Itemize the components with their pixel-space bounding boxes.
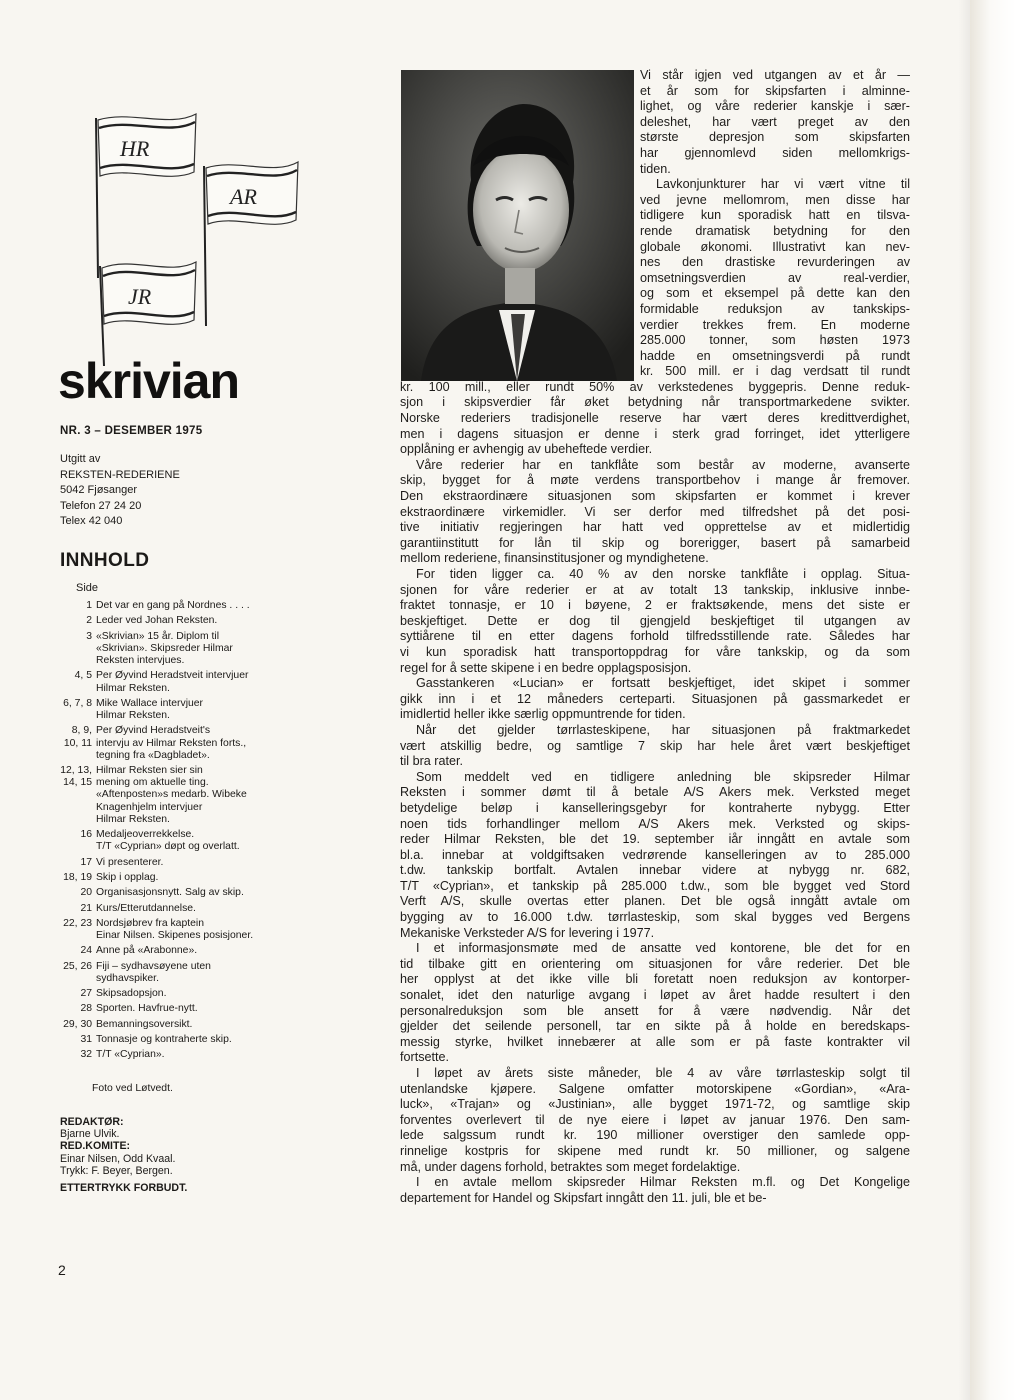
article-line: ved jevne mellomrom, men disse har [640,192,910,207]
contents-entry-line: intervju av Hilmar Reksten forts., [96,737,247,749]
committee-names: Einar Nilsen, Odd Kvaal. [60,1152,176,1165]
contents-entry-line: Kurs/Etterutdannelse. [96,902,196,914]
article-line: rinnelige kostpris for skipene med rundt kr. 50 millioner, og salgene [400,1143,910,1158]
article-line: Når det gjelder tørrlasteskipene, har situasjonen på fraktmarkedet [416,722,910,737]
article-line: Reksten i sommer dømt til å betale A/S Akers mek. Verksted meget [400,785,910,800]
contents-entry-text [96,988,310,1000]
contents-entry-line: Vi presenterer. [96,856,164,868]
article-line: nes den drastiske revurderingen av [640,255,910,270]
contents-entry [60,961,310,985]
contents-entry-pages: 2 [86,615,92,627]
article-line: sjonen for våre rederier er at av totalt 13 tankskip, inklusive innbe- [400,582,910,597]
contents-entry [60,1034,310,1046]
article-line: I et informasjonsmøte med de ansatte ved kontorene, ble det for en [416,941,910,956]
contents-entry-text [96,615,310,627]
contents-entry [60,857,310,869]
article-line: kr. 100 mill., eller rundt 50% av verkstedenes byggepris. Denne reduk- [400,379,910,394]
article-line: må, under dagens forhold, betraktes som meget fordelaktige. [400,1159,741,1174]
contents-entry-line: Hilmar Reksten. [96,813,170,825]
contents-entry-pages: 29, 30 [63,1018,92,1030]
contents-entry-text [96,725,310,762]
article-line: globale økonomi. Illustrativt kan nev- [640,239,910,254]
contents-entry-line: Nordsjøbrev fra kaptein [96,917,204,929]
contents-entry-text [96,1049,310,1061]
contents-entry-line: Medaljeoverrekkelse. [96,829,195,841]
article-line: sonalet, idet den naturlige avgang i løpet av året hadde resultert i den [400,988,910,1003]
contents-entry-line: Mike Wallace intervjuer [96,697,204,709]
article-line: syttiårene til en etter dagens forhold tilfredsstillende rate. Således har [400,629,910,644]
article-line: fortsette. [400,1050,449,1065]
article-line: hadde en omsetningsverdi på rundt [640,348,910,363]
contents-entry-pages: 4, 5 [74,670,92,682]
contents-entry-text [96,872,310,884]
article-line: mellom rederiene, finansinstitusjoner og myndighetene. [400,551,709,566]
contents-entry-pages: 27 [80,988,92,1000]
contents-entry-line: Skip i opplag. [96,871,159,883]
article-line: T/T «Cyprian», et tankskip på 285.000 t.dw., som ble bygget ved Stord [400,878,910,893]
contents-entry-text [96,698,310,722]
article-line: tive initiativ regjeringen har hatt ved opprettelse av et midlertidig [400,520,910,535]
contents-entry-line: Knagenhjelm intervjuer [96,801,203,813]
article-line: reder Hilmar Reksten, ble det 19. september iår inngått en avtale som [400,832,910,847]
article-line: vært atskillig bedre, og samtlige 7 skip har hele året vært beskjeftiget [400,738,910,753]
article-line: et år som for skipsfarten i alminne- [640,83,910,98]
flag-hr-letters: HR [120,136,150,161]
table-of-contents [60,600,310,1065]
article-line: imidlertid heller ikke særlig oppmuntrende for tiden. [400,707,686,722]
article-line: omsetningsverdien av real-verdier, [640,270,910,285]
contents-entry-line: tegning fra «Dagbladet». [96,749,210,761]
contents-entry-text [96,903,310,915]
article-line: personalreduksjon som ble ansett for å være nødvendig. Når det [400,1003,910,1018]
article-line: Norske rederiers tradisjonelle reserve har vært deres kredittverdighet, [400,411,910,426]
article-line: departement for Handel og Skipsfart inngått den 11. juli, ble et be- [400,1190,767,1205]
article-line: har gjennomlevd siden mellomkrigs- [640,145,910,160]
article-line: Vi står igjen ved utgangen av et år — [640,68,910,82]
article-line: utenlandske kjøpere. Salgene omfatter motorskipene «Gordian», «Ara- [400,1081,910,1096]
contents-entry [60,698,310,722]
article-line: messig styrke, hvilket innebærer at alle som er på faste kontrakter vil [400,1034,910,1049]
article-line: deleshet, har vært preget av den [640,114,910,129]
publisher-line: REKSTEN-REDERIENE [60,468,180,481]
article-line: tid tilbake gitt en orientering om situasjonen for våre rederier. Det ble [400,956,910,971]
article-line: Mekaniske Verksteder A/S for levering i 1977. [400,925,655,940]
contents-entry-line: Det var en gang på Nordnes . . . . [96,600,250,611]
contents-entry [60,887,310,899]
contents-page-label: Side [76,582,99,594]
contents-entry-pages: 24 [80,945,92,957]
contents-entry-line: T/T «Cyprian». [96,1049,165,1061]
committee-label: RED.KOMITE: [60,1140,131,1153]
article-line: Gasstankeren «Lucian» er fortsatt beskjeftiget, idet skipet i sommer [416,676,910,691]
contents-entry-text [96,961,310,985]
contents-entry-text [96,945,310,957]
contents-entry [60,725,310,762]
article-line: I løpet av årets siste måneder, ble 4 av våre tørrlasteskip solgt til [416,1066,910,1080]
contents-entry-line: Reksten intervjues. [96,655,185,666]
contents-entry-pages: 6, 7, 8 [63,697,92,709]
article-line: opplåning er avhengig av ubeheftede verdier. [400,442,653,457]
article-line: t.dw. tankskip bortfalt. Avtalen innebar videre at nybygg nr. 682, [400,863,910,878]
contents-entry [60,903,310,915]
article-line: fraktet tonnasje, er 10 i bøyene, 2 er fraktsøkende, mens det siste er [400,598,910,613]
article-line: ekstraordinære virkemidler. Vi ser derfor med tilfredshet på det posi- [400,504,910,519]
article-line: største depresjon som skipsfarten [640,130,910,145]
article-line: gjelder det seilende personell, tar en sikte på å holde en beredskaps- [400,1019,910,1034]
contents-entry-line: Skipsadopsjon. [96,988,167,1000]
contents-entry [60,670,310,694]
article-line: Verft A/S, skulle overtas etter planen. Det ble også inngått avtale om [400,894,910,909]
contents-entry-text [96,829,310,853]
article-line: garantiinstitutt for lån til skip og borerigger, basert på samarbeid [400,535,910,550]
contents-entry-pages: 12, 13, 14, 15 [60,765,92,789]
contents-entry-pages: 28 [80,1003,92,1015]
contents-entry-pages: 20 [80,887,92,899]
photo-credit: Foto ved Løtvedt. [92,1083,173,1094]
editorial-article [400,68,910,1206]
article-line: bl.a. innebar at voldgiftsaken vedrørende kanselleringen av to 285.000 [400,847,910,862]
contents-entry-line: sydhavspiker. [96,972,159,984]
editor-name: Bjarne Ulvik. [60,1128,120,1141]
article-line: skip, bygget for å møte verdens transportbehov i mange år fremover. [400,473,910,488]
contents-entry [60,631,310,668]
contents-entry-pages: 21 [80,902,92,914]
publisher-line: Utgitt av [60,453,101,465]
contents-entry [60,1049,310,1061]
contents-entry-line: Per Øyvind Heradstveit intervjuer [96,670,249,682]
article-line: formidable reduksjon av tankskips- [640,301,910,316]
contents-entry-line: Sporten. Havfrue-nytt. [96,1003,198,1015]
article-line: verdier trekkes frem. En moderne [640,317,910,332]
contents-entry-text [96,631,310,668]
article-narrow-block [640,68,910,380]
article-line: tidligere kun sporadisk hatt en tilsva- [640,208,910,223]
publisher-line: Telex 42 040 [60,515,123,528]
contents-entry-pages: 3 [86,630,92,642]
contents-entry-text [96,857,310,869]
contents-entry [60,600,310,612]
article-line: og som et eksempel på dette kan den [640,286,910,301]
article-line: her opplyst at det ikke ville bli foretatt noen reduksjon av kontorper- [400,972,910,987]
contents-entry-line: Bemanningsoversikt. [96,1018,193,1030]
article-wide-block [400,380,910,1206]
article-line: I en avtale mellom skipsreder Hilmar Reksten m.fl. og Det Kongelige [416,1175,910,1190]
flag-ar-letters: AR [230,184,257,209]
flag-jr-letters: JR [128,284,152,309]
article-line: Våre rederier har en tankflåte som består av moderne, avanserte [416,457,910,472]
contents-entry-line: Leder ved Johan Reksten. [96,615,218,627]
contents-entry [60,1003,310,1015]
contents-entry-line: Organisasjonsnytt. Salg av skip. [96,887,244,899]
article-line: vi kun sporadisk hatt transportoppdrag for våre tankskip, og da som [400,644,910,659]
article-line: men i dagens situasjon er denne i sterk grad forringet, idet ytterligere [400,426,910,441]
article-line: til bra rater. [400,754,463,769]
contents-entry-text [96,918,310,942]
article-line: noen tids forhandlinger mellom A/S Akers mek. Verksted og skips- [400,816,910,831]
article-line: Lavkonjunkturer har vi vært vitne til [656,177,910,192]
reprint-notice: ETTERTRYKK FORBUDT. [60,1182,188,1195]
issue-line: NR. 3 – DESEMBER 1975 [60,425,203,437]
article-line: luck», «Trajan» og «Justinian», alle bygget 1971-72, og samtlige skip [400,1097,910,1112]
contents-entry-text [96,1003,310,1015]
contents-entry [60,615,310,627]
contents-entry-line: Einar Nilsen. Skipenes posisjoner. [96,930,254,941]
contents-entry-text [96,600,310,612]
publisher-line: Telefon 27 24 20 [60,499,142,512]
magazine-masthead: skrivian [58,353,240,409]
article-line: betydelige beløp i kanselleringsgebyr for kontraherte nybygg. Etter [400,800,910,815]
contents-entry [60,829,310,853]
article-line: forventes overlevert til de nye eiere i løpet av januar 1976. Den sam- [400,1112,910,1127]
contents-entry-line: «Skrivian». Skipsreder Hilmar [96,642,233,654]
contents-entry-pages: 18, 19 [63,871,92,883]
contents-entry-pages: 25, 26 [63,960,92,972]
contents-entry [60,918,310,942]
contents-entry-line: T/T «Cyprian» døpt og overlatt. [96,841,240,853]
contents-entry-line: mening om aktuelle ting. [96,777,209,789]
article-line: lede salgssum rundt kr. 190 millioner overstiger den samlede opp- [400,1128,910,1143]
article-line: For tiden ligger ca. 40 % av den norske tankflåte i opplag. Situa- [416,567,910,581]
contents-entry-line: «Aftenposten»s medarb. Wibeke [96,789,247,801]
contents-entry-line: Hilmar Reksten. [96,710,170,721]
contents-title: INNHOLD [60,550,150,571]
contents-entry-text [96,1034,310,1046]
article-line: sjon i skipsverdier får øket betydning når transportmarkedene svikter. [400,395,910,410]
contents-entry-line: Tonnasje og kontraherte skip. [96,1033,232,1045]
publisher-line: 5042 Fjøsanger [60,484,138,497]
article-line: Som meddelt ved en tidligere anledning ble skipsreder Hilmar [416,769,910,784]
printer-line: Trykk: F. Beyer, Bergen. [60,1164,173,1177]
contents-entry [60,988,310,1000]
contents-entry-pages: 22, 23 [63,917,92,929]
contents-entry-text [96,670,310,694]
editor-label: REDAKTØR: [60,1116,124,1128]
contents-entry-line: «Skrivian» 15 år. Diplom til [96,630,220,642]
article-line: bygging av to 16.000 t.dw. tørrlasteskip, som skal bygges ved Bergens [400,910,910,925]
contents-entry-line: Hilmar Reksten. [96,682,170,694]
page-edge [970,0,1016,1400]
article-line: Den ekstraordinære situasjonen som skipsfarten er kommet i krever [400,489,910,504]
article-line: rende dramatisk betydning for den [640,223,910,238]
contents-entry-line: Per Øyvind Heradstveit's [96,725,211,737]
article-line: regel for å sette skipene i en bedre opplagsposisjon. [400,660,692,675]
article-line: lighet, og våre rederier kanskje i sær- [640,99,910,114]
article-line: tiden. [640,161,671,176]
article-line: beskjeftiget. Dette er dog til gjengjeld beskjeftiget til utgangen av [400,613,910,628]
publisher-info [60,452,180,530]
editorial-credits [60,1116,187,1194]
article-line: gikk inn i et 12 måneders certeparti. Situasjonen på gassmarkedet er [400,691,910,706]
contents-entry-pages: 32 [80,1049,92,1061]
contents-entry-text [96,887,310,899]
article-line: kr. 500 mill. er i dag verdsatt til rundt [640,364,910,379]
contents-entry-line: Fiji – sydhavsøyene uten [96,960,211,972]
contents-entry-line: Anne på «Arabonne». [96,945,198,957]
contents-entry-pages: 31 [80,1033,92,1045]
article-line: 285.000 tonner, som høsten 1973 [640,333,910,348]
contents-entry [60,945,310,957]
page-number: 2 [58,1262,66,1278]
flag-ar [204,162,298,326]
contents-entry-pages: 1 [86,600,92,611]
contents-entry-line: Hilmar Reksten sier sin [96,765,203,776]
contents-entry [60,1019,310,1031]
contents-entry-pages: 8, 9, 10, 11 [63,725,92,749]
contents-entry-pages: 17 [80,856,92,868]
contents-entry-text [96,1019,310,1031]
flag-hr [96,114,196,278]
company-flags-logo [80,88,300,368]
flag-jr [100,262,196,366]
contents-entry [60,765,310,826]
contents-entry-pages: 16 [80,829,92,841]
contents-entry-text [96,765,310,826]
contents-entry [60,872,310,884]
